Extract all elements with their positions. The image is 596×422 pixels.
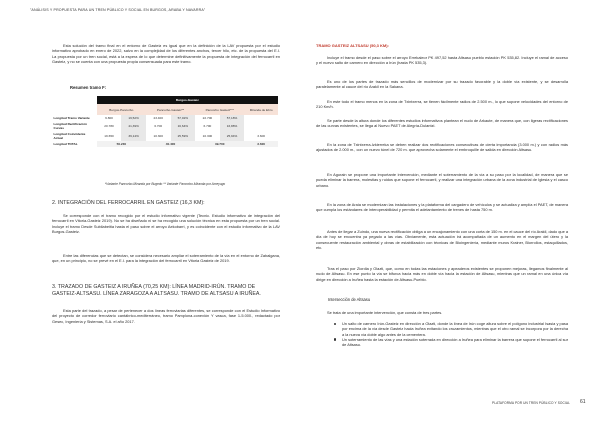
table-cell: 39.700 [195,141,244,147]
right-page [298,0,596,422]
table-cell: 9.800 [105,116,113,120]
section-2-paragraph: Se corresponde con el tramo recogido por el estudio informativo vigente (Tecnic. Estudio informativo de integración del ferrocarril en Vitoria-Gasteiz 2019). No se ha diseñado ni se ha recogido una solución técnica en esta propuesta por un tren social. Incluye el tramo Desde Subilabeitia hasta el paso sobre el arroyo Aekobarri, y es coincidente con el estudio informativo de la LAV Burgos-Gasteiz. [52,213,280,234]
table-cell: 3.600 [257,134,266,138]
table-row [52,121,278,131]
altsasu-label: Intersección de Altsasu [328,297,371,302]
tramo-paragraph: Es uno de los partes de trazado más sencillos de modernizar por su trazado favorable y la doble vía existente, y se desarrolla paralelamente al cauce del río Arakil en la Sakana. [316,79,568,90]
table-cell: 19,52% [121,115,146,121]
altsasu-intro: Se trata de una importante intervención, que consta de tres partes. [327,310,443,315]
table-header: Miranda de Ebro [244,104,278,115]
row-label: Longitud TOTAL [52,141,97,147]
tramo-heading: TRAMO GASTEIZ ALTSASU (50,3 KM): [316,43,389,48]
table-cell: 57,18% [220,115,245,121]
table-cell: 16,64% [171,121,196,131]
table-cell: 40.400 [146,141,195,147]
table-cell: 20.780 [104,124,114,128]
list-item-text: Un salto de carnero Irún-Gasteiz en dirección a Olazti, donde la línea de Irún coge altura sobre el polígono industrial Isasia y pasa por encima de la vía desde Gasteiz hacia Iruñea evitando los cruzamientos, mientras que el otro ramal se incorpora por la derecha a la nueva vía doble algo antes de la cementera. [342,321,568,337]
running-header: "ANÁLISIS Y PROPUESTA PARA UN TREN PÚBLICO Y SOCIAL EN BURGOS, ARABA Y NAVARRA" [30,8,206,12]
table-title: Burgos-Gasteiz [97,96,278,104]
tramo-paragraph: En este todo el tramo menos en la zona de Txintxerra, se tienen fácilmente radios de 2.500 m., lo que supone velocidades del entorno de 210 Km/h. [316,99,568,110]
table-cell [244,121,278,131]
section-3-title: 3. TRAZADO DE GASTEIZ A IRUÑEA (70,25 KM): LÍNEA MADRID-IRÚN. TRAMO DE GASTEIZ-ALTSASU. LÍNEA ZARAGOZA A ALTSASU. TRAMO DE ALTSASU A IRUÑEA. [52,284,261,297]
table-cell: 6.700 [203,124,212,128]
table-header-blank [52,104,97,115]
tramo-paragraph: Se parte desde la altura donde los diferentes estudios informativos plantean el nudo de Arkaute, de manera que, con ligeras rectificaciones de las curvas existentes, se llega al Nuevo PAET de Alegría-Dulantzi. [316,118,568,129]
summary-table [52,96,278,147]
table-header: Pancorbo Gasteiz*** [195,104,244,115]
table-cell: 39,14% [121,131,146,141]
table-cell: 6.700 [154,124,163,128]
tramo-paragraph: En la zona de Araia se modernizan las instalaciones y la plataforma del cargadero de vehículos y se actualiza y amplía el PAET, de manera que cumpla los estándares de interoperabilidad y permita el adelantamiento de trenes de hasta 750 m. [316,202,568,213]
row-label: Longitud Rectificación Curvas [53,122,87,130]
row-label: Longitud Coincidente Actual [53,132,86,140]
tramo-paragraph: Antes de llegar a Zuindo, una nueva rectificación obliga a un encajonamiento con una corta de 150 m. en el cauce del río Arakil, dado que a día de hoy se encuentra ya pegado a las vías. Obviamente, esta actuación irá acompañada de un aumento en el margen del útero y la consecuente restauración ambiental y obras de estabilización con técnicas de Bioingeniería, mediante muros Krainer, Biorrollos, estaquillados, etc. [316,229,568,250]
tramo-paragraph: En la zona de Txintxerra-Izkierreka se deben realizar dos rectificaciones consecutivas de cierta importancia (3.000 m.) y con radios más ajustados de 2.000 m., con un nuevo túnel de 720 m. que aprovecha solamente el embroquille de salida en dirección Altsasu. [316,142,568,153]
table-header: Pancorbo-Gasteiz** [146,104,195,115]
altsasu-list [332,321,568,347]
table-header: Burgos-Pancorbo [97,104,146,115]
summary-label: Resumen tramo F: [70,85,106,90]
list-item [332,337,568,348]
table-cell: 57,02% [171,115,196,121]
table-note: *Variante Pancorbo-Miranda por Bugedo ** Variante Pancorbo-Miranda por Ameyugo [104,182,226,186]
table-cell: 3.600 [244,141,278,147]
table-row [52,131,278,141]
tramo-paragraph: Incluye el tramo desde el paso sobre el arroyo Errekaleor PK 497,52 hasta Altsasu pueblo estación PK 535,82. Incluye el ramal de acceso y el nuevo salto de carnero en dirección a Irún (hasta PK 535,3). [316,55,568,66]
list-item-text: Un soterramiento de las vías y una estación soterrada en dirección a Iruñea para eliminar la barrera que supone el ferrocarril al sur de Altsasu. [342,336,568,348]
section-2-title: 2. INTEGRACIÓN DEL FERROCARRIL EN GASTEIZ (16,3 KM): [52,200,205,206]
section-3-paragraph: Esta parte del trazado, a pesar de pertenecer a dos líneas ferroviarias diferentes, se corresponde con el Estudio Informativo del proyecto de corredor ferroviario cantábrico-mediterráneo, tramo Pamplona-conexión Y vasca, fase 1-5.000., redactado por Gesec, Ingeniería y Sistemas, S.A. el año 2017. [52,308,280,324]
bullet-icon [334,338,336,340]
tramo-paragraph: Tras el paso por Ziordia y Olazti, que, como en todas las estaciones y apeaderos existentes se proponen mejoras, llegamos finalmente al nudo de Altsasu. En ese punto la vía se bifurca hacia más en doble vía hacia la estación de Altsasu, mientras que un ramal en una única vía dirige en dirección a Iruñea hasta la estación de Altsasu-Pueblo. [316,266,568,282]
running-footer: PLATAFORMA POR UN TREN PÚBLICO Y SOCIAL [492,401,570,405]
page-number: 61 [580,399,586,405]
list-item [332,321,568,337]
table-cell: 50.230 [97,141,146,147]
table-cell: 25,94% [220,131,245,141]
bullet-icon [334,323,336,325]
table-cell: 25,59% [171,131,196,141]
intro-paragraph: Esta solución del tramo final en el entorno de Gasteiz es igual que en la definición de la LAV propuesta por el estudio informativo aprobado en enero de 2022, salvo en la complejidad de los diferentes anchos, tercer hilo, etc. de la propuesta del E.I. La propuesta por un tren social, está a la espera de lo que determine definitivamente la propuesta de integración del ferrocarril en Gasteiz, y no se cuenta con una propuesta propia consensuada para este tramo. [52,43,280,64]
row-label: Longitud Tramo Variante [53,116,90,120]
table-cell: 10.300 [202,134,213,138]
tramo-paragraph: En Agurain se propone una importante intervención, mediante el soterramiento de la vía a su paso por la localidad, de manera que se pueda eliminar la barrera, molestias y ruidos que supone el ferrocarril, y realizar una integración urbana de la zona industrial de Iglesia y el casco urbano. [316,172,568,188]
table-cell: 23.400 [153,116,163,120]
table-cell: 41,39% [121,121,146,131]
section-2-paragraph-2: Entre las diferencias que se detectan, se considera necesario ampliar el soterramiento de la vía en el entorno de Zabalgana, que, en un principio, no se prevé en el E.I. para la integración del ferrocarril en Vitoria Gasteiz de 2019. [52,253,280,264]
table-cell: 10.300 [153,134,163,138]
table-cell: 22.700 [202,116,213,120]
table-cell: 19.650 [104,134,114,138]
table-row-total [52,141,278,147]
table-cell: 16,88% [220,121,245,131]
